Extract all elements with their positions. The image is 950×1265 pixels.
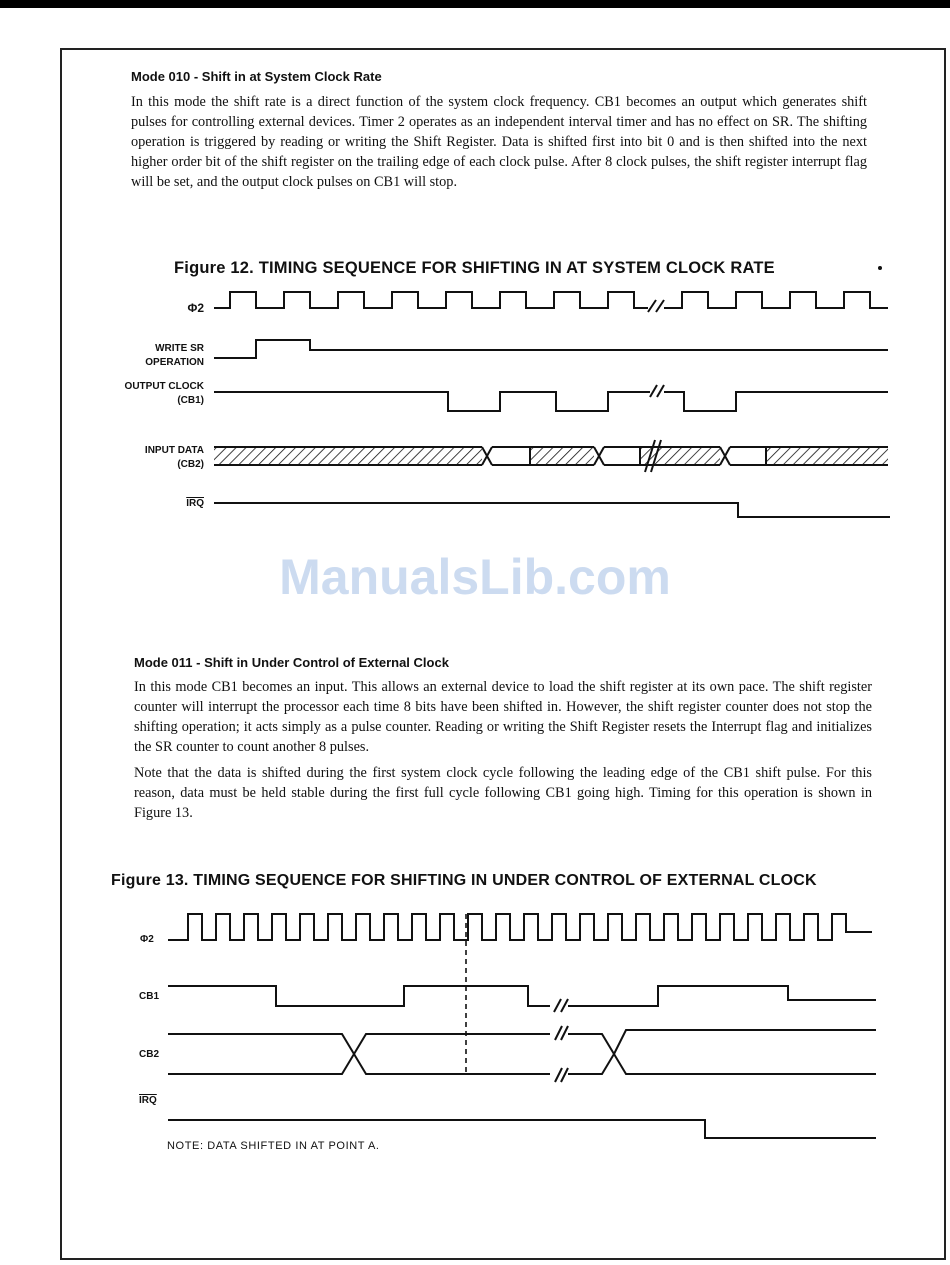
mode-011-paragraph-2: Note that the data is shifted during the first system clock cycle following the leading edge of the CB1 shift pulse. For this reason, data must be held stable during the first full cycle following CB1 going high. Timing for this operation is shown in Figure 13. bbox=[134, 765, 872, 821]
fig12-write-sr-waveform bbox=[214, 340, 888, 358]
fig13-note: NOTE: DATA SHIFTED IN AT POINT A. bbox=[167, 1140, 380, 1152]
fig12-irq-waveform bbox=[214, 503, 890, 517]
mode-010-paragraph: In this mode the shift rate is a direct function of the system clock frequency. CB1 becomes an output which generates shift pulses for controlling external devices. Timer 2 operates as an independent interval timer and has no effect on SR. The shifting operation is triggered by reading or writing the Shift Register. Data is shifted first into bit 0 and is then shifted into the next higher order bit of the shift register on the trailing edge of each clock pulse. After 8 clock pulses, the shift register interrupt flag will be set, and the output clock pulses on CB1 will stop. bbox=[131, 94, 867, 190]
fig13-phi2-label: Φ2 bbox=[140, 934, 154, 945]
fig12-write-sr-label-2: OPERATION bbox=[145, 357, 204, 368]
fig13-cb2-label: CB2 bbox=[139, 1049, 160, 1060]
fig13-cb1-waveform bbox=[168, 986, 876, 1012]
fig12-cb2-waveform bbox=[214, 440, 888, 472]
fig12-output-clock-label-1: OUTPUT CLOCK bbox=[124, 381, 204, 392]
figure-13-title: Figure 13. TIMING SEQUENCE FOR SHIFTING IN UNDER CONTROL OF EXTERNAL CLOCK bbox=[111, 872, 817, 889]
fig12-phi2-waveform bbox=[214, 292, 888, 312]
fig12-output-clock-label-2: (CB1) bbox=[177, 395, 204, 406]
fig12-irq-label: $\overline{IRQ}$ bbox=[186, 498, 204, 509]
figure-12-title: Figure 12. TIMING SEQUENCE FOR SHIFTING IN AT SYSTEM CLOCK RATE bbox=[174, 259, 775, 277]
fig12-input-data-label-1: INPUT DATA bbox=[144, 445, 204, 456]
fig12-write-sr-label-1: WRITE SR bbox=[155, 343, 204, 354]
mode-010-heading: Mode 010 - Shift in at System Clock Rate bbox=[131, 69, 382, 84]
fig12-input-data-label-2: (CB2) bbox=[177, 459, 204, 470]
fig13-cb1-label: CB1 bbox=[139, 991, 160, 1002]
fig13-irq-label: $\overline{IRQ}$ bbox=[139, 1095, 157, 1106]
fig12-phi2-label: Φ2 bbox=[187, 301, 204, 315]
mode-011-heading: Mode 011 - Shift in Under Control of External Clock bbox=[134, 655, 449, 670]
watermark: ManualsLib.com bbox=[279, 549, 671, 605]
fig13-phi2-waveform bbox=[168, 914, 872, 940]
fig13-cb2-waveform bbox=[168, 1026, 876, 1082]
fig12-cb1-waveform bbox=[214, 385, 888, 411]
fig13-irq-waveform bbox=[168, 1120, 876, 1138]
mode-011-paragraph-1: In this mode CB1 becomes an input. This allows an external device to load the shift register at its own pace. The shift register counter will interrupt the processor each time 8 bits have been shifted in. However, the shift register counter does not stop the shifting operation; it acts simply as a pulse counter. Reading or writing the Shift Register resets the Interrupt flag and initializes the SR counter to count another 8 pulses. bbox=[134, 679, 872, 755]
